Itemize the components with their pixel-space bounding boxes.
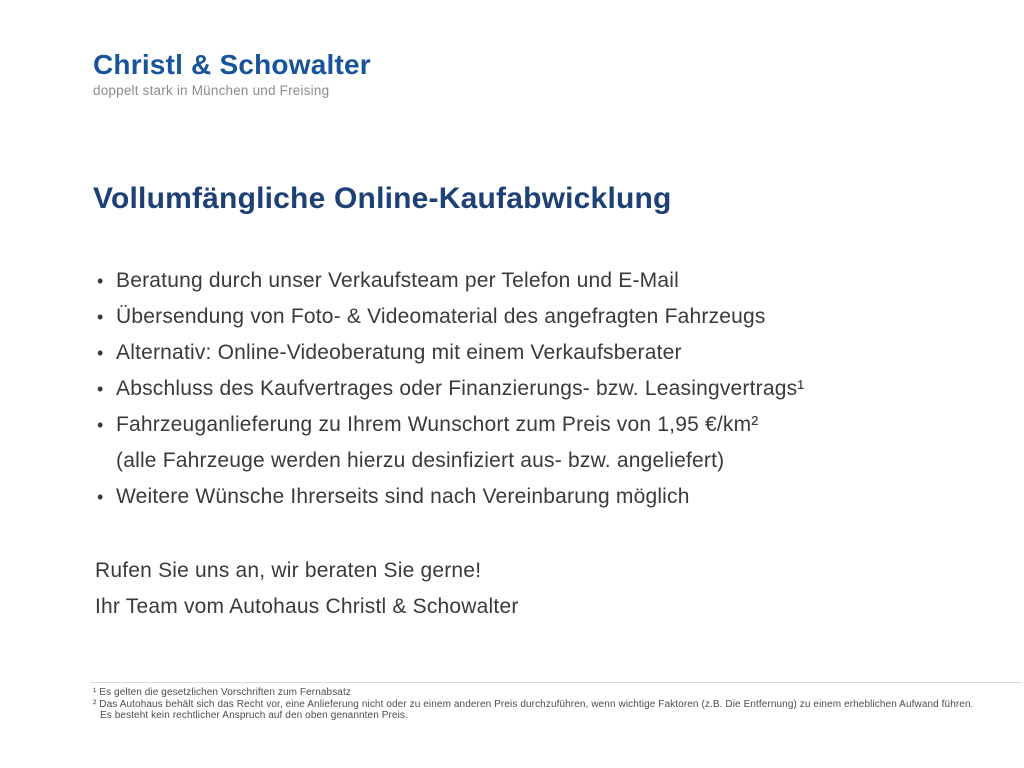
list-item <box>97 263 897 299</box>
list-item <box>97 335 897 371</box>
bullet-icon: • <box>97 487 104 507</box>
bullet-icon: • <box>97 307 104 327</box>
list-item <box>97 299 897 335</box>
brand-name: Christl & Schowalter <box>93 49 371 80</box>
footnote-2: ² Das Autohaus behält sich das Recht vor, eine Anlieferung nicht oder zu einem anderen Preis durchzuführen, wenn wichtige Faktoren (z.B. Die Entfernung) zu einem erheblichen Aufwand führen. <box>93 698 974 710</box>
list-item-text: Weitere Wünsche Ihrerseits sind nach Vereinbarung möglich <box>116 485 690 508</box>
bullet-icon: • <box>97 343 104 363</box>
list-item <box>97 479 897 515</box>
list-item-text: Abschluss des Kaufvertrages oder Finanzierungs- bzw. Leasingvertrags¹ <box>116 377 805 400</box>
list-item-text: Übersendung von Foto- & Videomaterial des angefragten Fahrzeugs <box>116 305 766 328</box>
bullet-icon: • <box>97 379 104 399</box>
footnote-2-continued: Es besteht kein rechtlicher Anspruch auf den oben genannten Preis. <box>100 710 408 721</box>
brand-logo <box>93 50 371 99</box>
page-title: Vollumfängliche Online-Kaufabwicklung <box>93 182 672 215</box>
list-item <box>97 407 897 443</box>
bullet-icon: • <box>97 271 104 291</box>
footnote-divider <box>90 682 1022 683</box>
closing-line-1: Rufen Sie uns an, wir beraten Sie gerne! <box>95 559 482 582</box>
list-item-text: Beratung durch unser Verkaufsteam per Telefon und E-Mail <box>116 269 679 292</box>
footnote-1: ¹ Es gelten die gesetzlichen Vorschriften zum Fernabsatz <box>93 687 351 698</box>
closing-line-2: Ihr Team vom Autohaus Christl & Schowalter <box>95 595 519 618</box>
bullet-icon: • <box>97 415 104 435</box>
list-item <box>97 371 897 407</box>
list-item-text: Fahrzeuganlieferung zu Ihrem Wunschort zum Preis von 1,95 €/km² <box>116 413 759 436</box>
brand-tagline: doppelt stark in München und Freising <box>93 83 330 98</box>
footnotes-block <box>93 687 993 722</box>
feature-list <box>97 263 897 515</box>
list-item-text: Alternativ: Online-Videoberatung mit einem Verkaufsberater <box>116 341 682 364</box>
list-item-continuation: (alle Fahrzeuge werden hierzu desinfiziert aus- bzw. angeliefert) <box>116 449 725 472</box>
closing-block <box>95 553 519 625</box>
